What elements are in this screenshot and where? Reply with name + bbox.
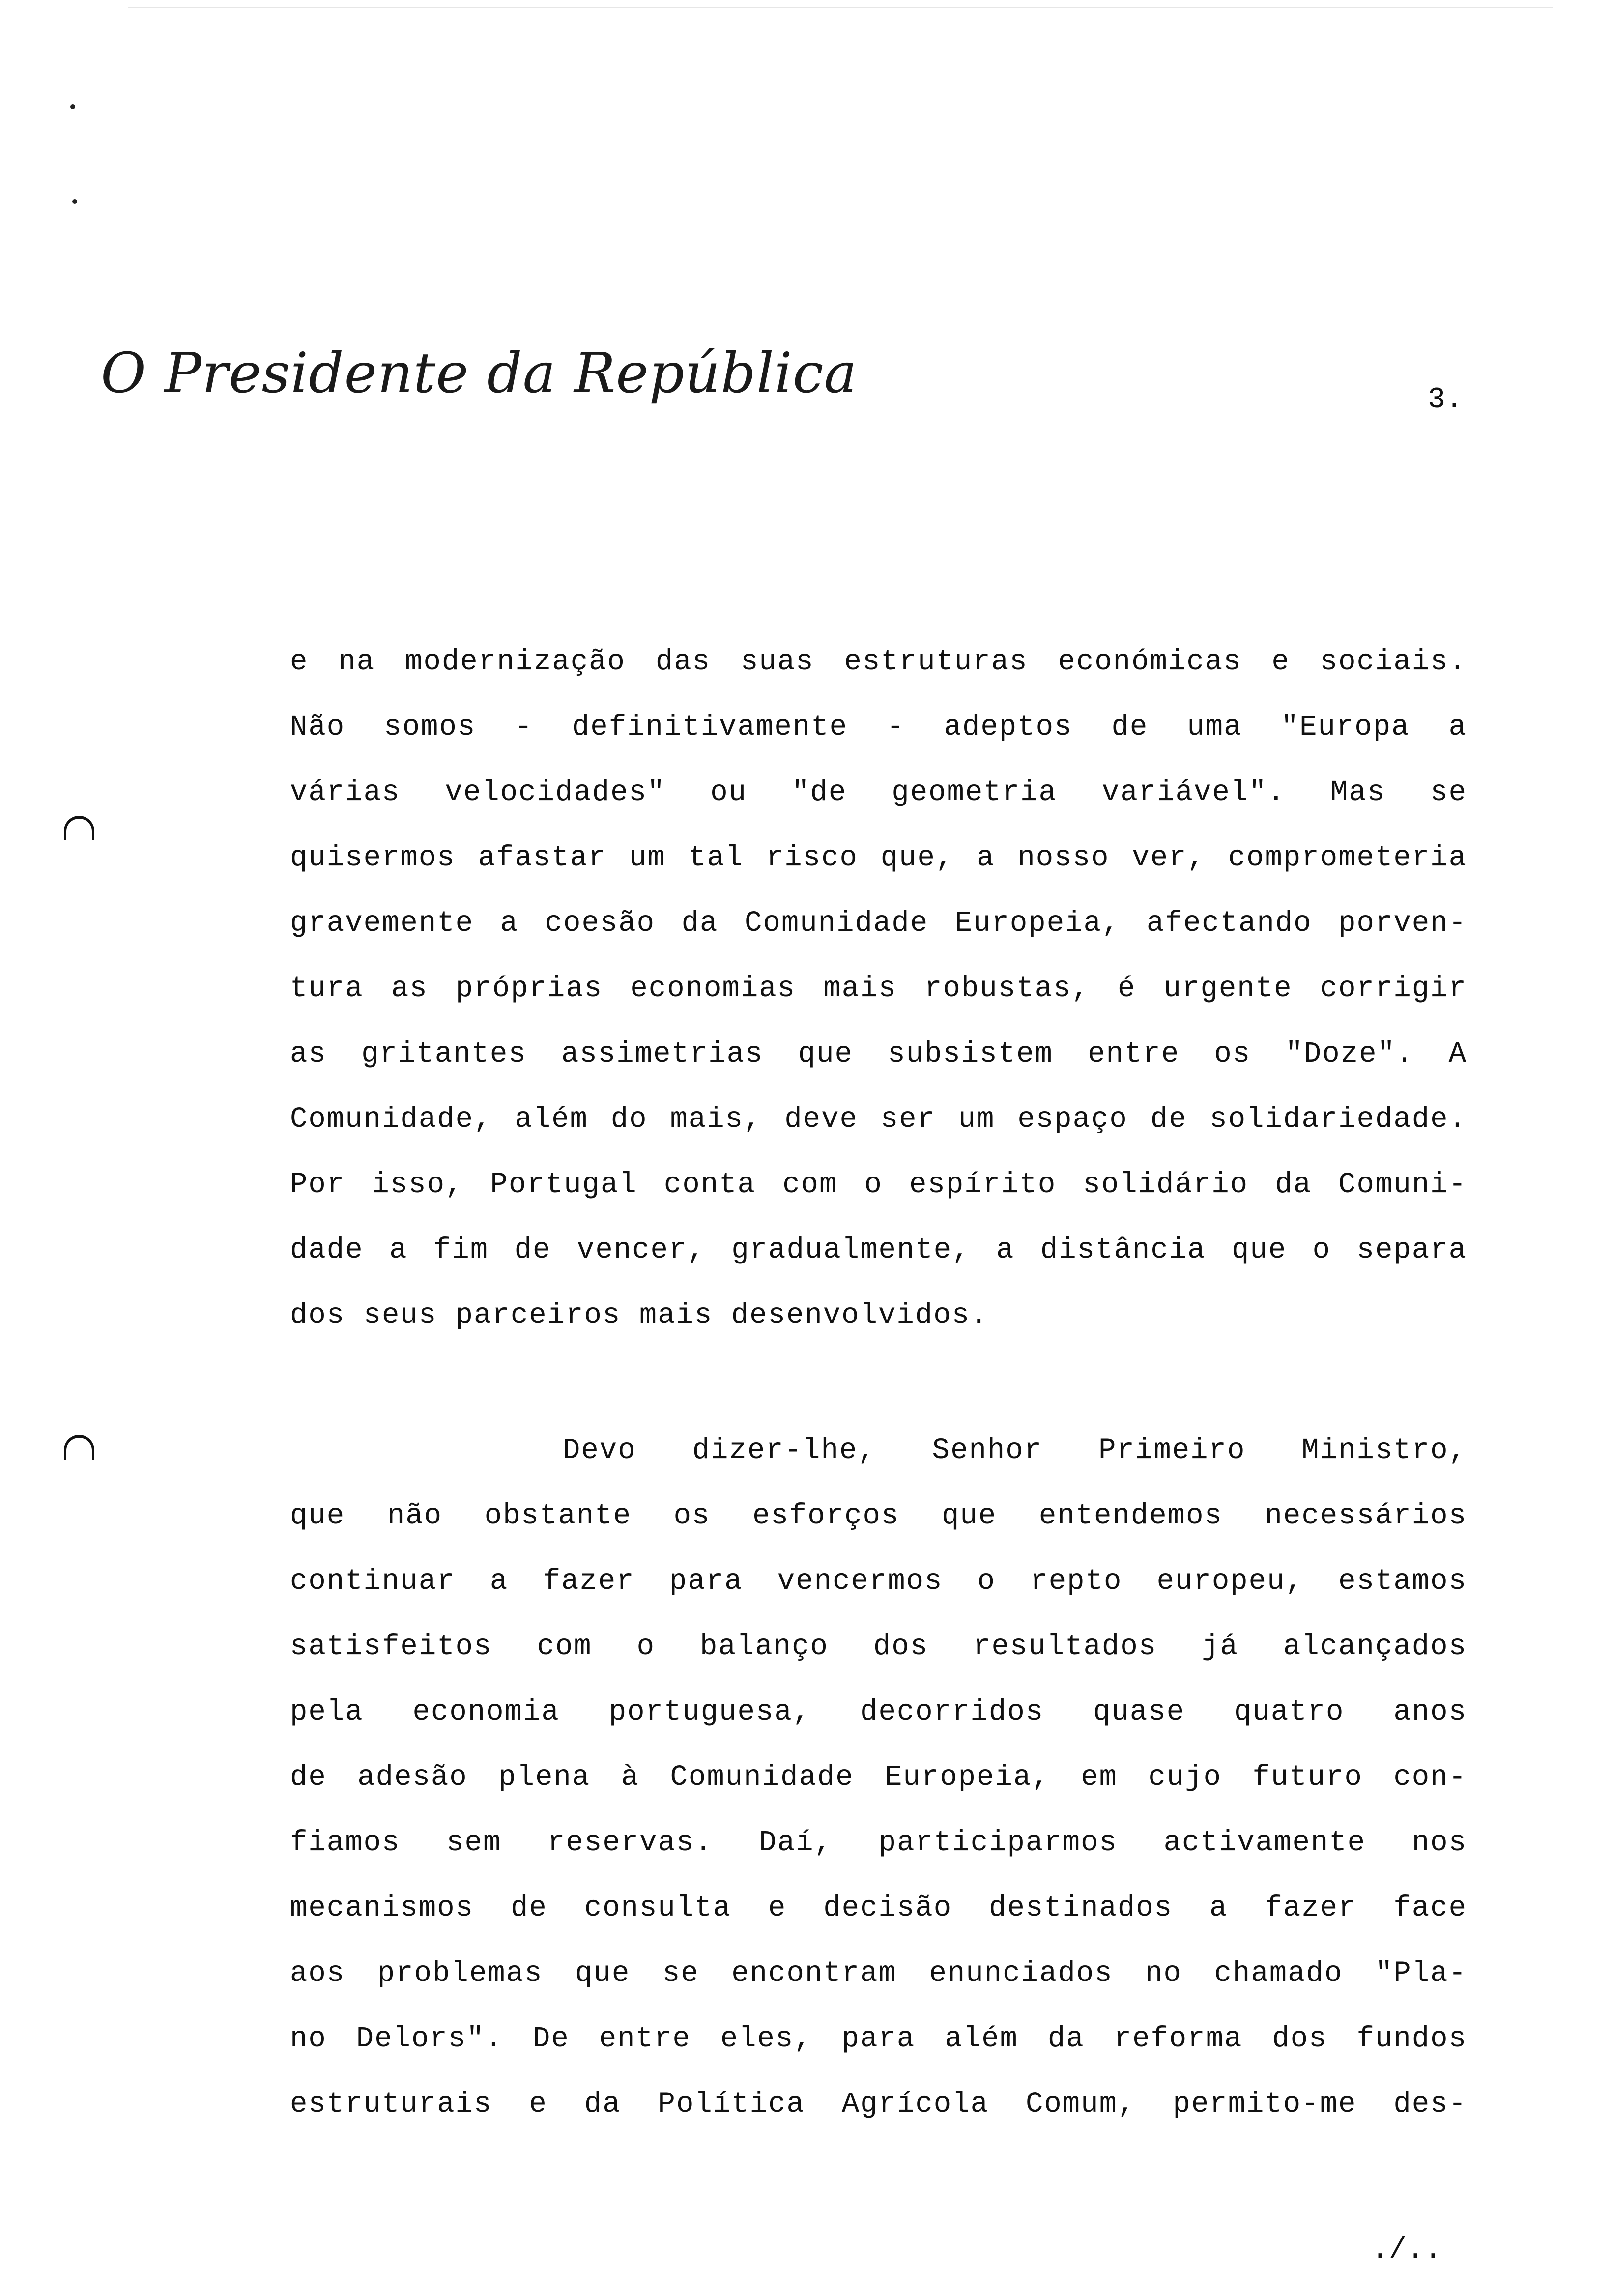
text-line: e na modernização das suas estruturas económicas e sociais. xyxy=(290,645,1467,678)
paragraph-1 xyxy=(290,646,1467,1365)
paragraph-2 xyxy=(290,1435,1467,2154)
text-line: Devo dizer-lhe, Senhor Primeiro Ministro, xyxy=(563,1434,1467,1467)
margin-arc-mark xyxy=(64,816,94,840)
text-line: Não somos - definitivamente - adeptos de uma "Europa a xyxy=(290,711,1467,744)
text-line: aos problemas que se encontram enunciados no chamado "Pla- xyxy=(290,1957,1467,1990)
scan-edge-line xyxy=(128,7,1553,8)
continuation-mark: ./.. xyxy=(1371,2234,1442,2267)
text-line: Por isso, Portugal conta com o espírito solidário da Comuni- xyxy=(290,1168,1467,1201)
text-line: as gritantes assimetrias que subsistem entre os "Doze". A xyxy=(290,1037,1467,1070)
margin-dot xyxy=(72,199,77,204)
text-line: Comunidade, além do mais, deve ser um espaço de solidariedade. xyxy=(290,1103,1467,1136)
text-line: no Delors". De entre eles, para além da reforma dos fundos xyxy=(290,2022,1467,2055)
text-line: mecanismos de consulta e decisão destinados a fazer face xyxy=(290,1892,1467,1924)
text-line: quisermos afastar um tal risco que, a nosso ver, comprometeria xyxy=(290,841,1467,874)
text-line: que não obstante os esforços que entendemos necessários xyxy=(290,1499,1467,1532)
text-line: satisfeitos com o balanço dos resultados já alcançados xyxy=(290,1630,1467,1663)
text-line: dade a fim de vencer, gradualmente, a distância que o separa xyxy=(290,1234,1467,1266)
text-line: estruturais e da Política Agrícola Comum, permito-me des- xyxy=(290,2088,1467,2121)
text-line: pela economia portuguesa, decorridos quase quatro anos xyxy=(290,1695,1467,1728)
text-line: dos seus parceiros mais desenvolvidos. xyxy=(290,1299,989,1332)
page-number: 3. xyxy=(1428,383,1464,417)
text-line: várias velocidades" ou "de geometria variável". Mas se xyxy=(290,776,1467,809)
text-line: continuar a fazer para vencermos o repto europeu, estamos xyxy=(290,1565,1467,1598)
margin-dot xyxy=(70,104,75,109)
text-line: fiamos sem reservas. Daí, participarmos activamente nos xyxy=(290,1826,1467,1859)
margin-arc-mark xyxy=(64,1435,94,1460)
text-line: tura as próprias economias mais robustas, é urgente corrigir xyxy=(290,972,1467,1005)
text-line: de adesão plena à Comunidade Europeia, em cujo futuro con- xyxy=(290,1761,1467,1794)
letterhead: O Presidente da República xyxy=(101,342,858,405)
text-line: gravemente a coesão da Comunidade Europeia, afectando porven- xyxy=(290,907,1467,940)
